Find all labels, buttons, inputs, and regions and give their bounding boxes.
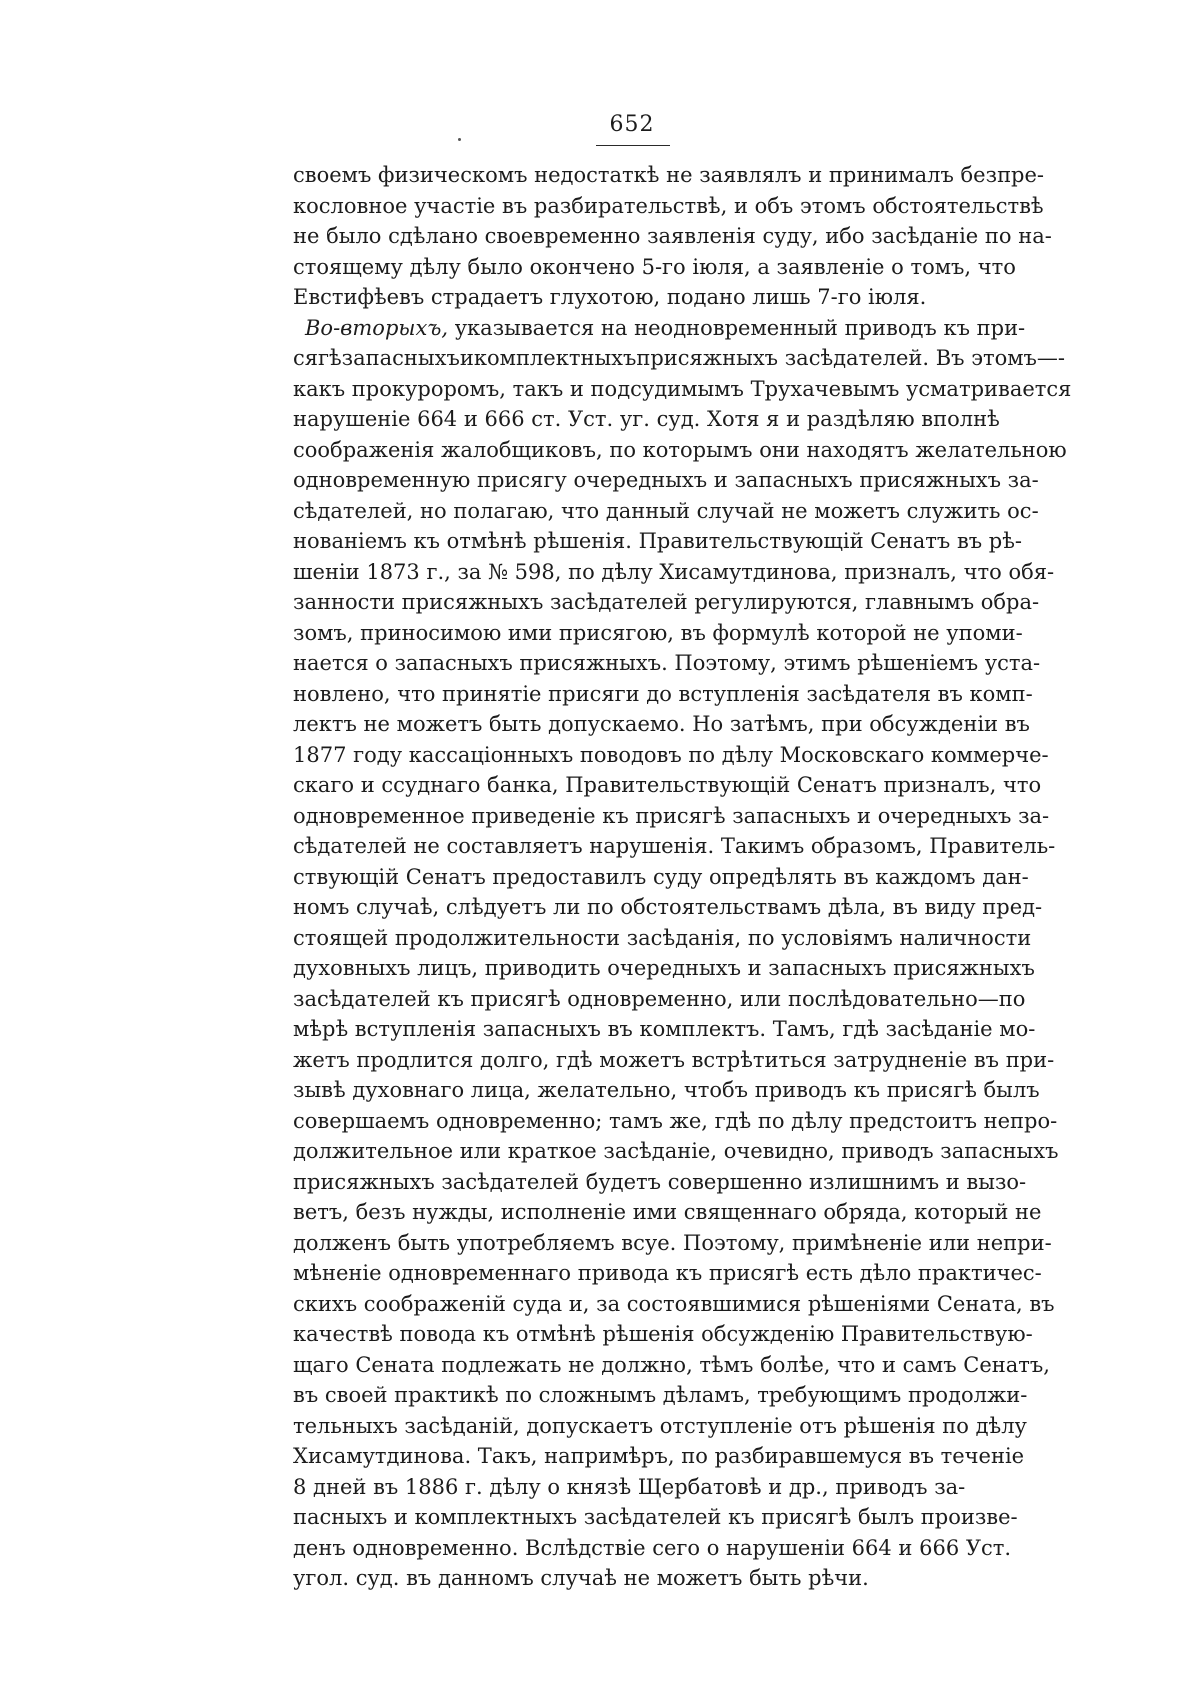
text-line	[293, 1350, 1050, 1381]
text-line	[293, 831, 1056, 862]
line-text: шеніи 1873 г., за № 598, по дѣлу Хисамутдинова, призналъ, что обя-	[293, 559, 1055, 584]
line-text: занности присяжныхъ засѣдателей регулируются, главнымъ обра-	[293, 590, 1040, 614]
line-text: стоящему дѣлу было окончено 5-го іюля, а заявленіе о томъ, что	[293, 254, 1016, 279]
line-text: долженъ быть употребляемъ всуе. Поэтому, примѣненіе или непри-	[293, 1230, 1052, 1255]
line-text: указывается на неодновременный приводъ къ при-	[448, 315, 1026, 340]
line-text: зомъ, приносимою ими присягою, въ формулѣ которой не упоми-	[293, 620, 1023, 645]
line-text: должительное или краткое засѣданіе, очевидно, приводъ запасныхъ	[293, 1139, 1059, 1163]
line-text: зывѣ духовнаго лица, желательно, чтобъ приводъ къ присягѣ былъ	[293, 1078, 1040, 1102]
text-line	[293, 1533, 1012, 1564]
text-line	[293, 1136, 1059, 1167]
line-text: совершаемъ одновременно; тамъ же, гдѣ по дѣлу предстоитъ непро-	[293, 1108, 1058, 1133]
text-line	[293, 740, 1049, 771]
text-line	[293, 892, 1043, 923]
text-line	[293, 1258, 1042, 1289]
text-line	[293, 404, 1000, 435]
line-text: духовныхъ лицъ, приводить очередныхъ и запасныхъ присяжныхъ	[293, 956, 1035, 980]
text-line	[293, 1380, 1028, 1411]
text-line	[293, 618, 1023, 649]
line-text: присяжныхъ засѣдателей будетъ совершенно излишнимъ и вызо-	[293, 1169, 1027, 1194]
line-text: тельныхъ засѣданій, допускаетъ отступленіе отъ рѣшенія по дѣлу	[293, 1413, 1027, 1438]
line-text: качествѣ повода къ отмѣнѣ рѣшенія обсужденію Правительствую-	[293, 1322, 1033, 1346]
text-line	[293, 496, 1039, 527]
text-line	[293, 648, 1041, 679]
line-text: пасныхъ и комплектныхъ засѣдателей къ присягѣ былъ произве-	[293, 1505, 1018, 1529]
text-line	[293, 1228, 1052, 1259]
text-line	[293, 435, 1067, 466]
line-text: денъ одновременно. Вслѣдствіе сего о нарушеніи 664 и 666 Уст.	[293, 1535, 1012, 1560]
text-line	[293, 1075, 1040, 1106]
text-line	[293, 557, 1055, 588]
line-text: одновременное приведеніе къ присягѣ запасныхъ и очередныхъ за-	[293, 803, 1050, 828]
text-line	[293, 770, 1042, 801]
text-line	[293, 1441, 1025, 1472]
text-line	[293, 984, 1026, 1015]
text-line	[293, 1045, 1055, 1076]
text-line	[293, 587, 1040, 618]
line-text: ствующій Сенатъ предоставилъ суду опредѣлять въ каждомъ дан-	[293, 864, 1029, 889]
text-line	[293, 160, 1045, 191]
line-text: новлено, что принятіе присяги до вступленія засѣдателя въ комп-	[293, 681, 1033, 706]
line-text: скаго и ссуднаго банка, Правительствующій Сенатъ призналъ, что	[293, 773, 1042, 797]
text-line	[293, 282, 955, 313]
line-text: мѣрѣ вступленія запасныхъ въ комплектъ. Тамъ, гдѣ засѣданіе мо-	[293, 1017, 1036, 1041]
line-text: скихъ соображеній суда и, за состоявшимися рѣшеніями Сената, въ	[293, 1291, 1055, 1316]
line-text: нарушеніе 664 и 666 ст. Уст. уг. суд. Хотя я и раздѣляю вполнѣ	[293, 407, 1000, 431]
italic-emphasis: Во-вторыхъ,	[305, 315, 449, 340]
line-text: жетъ продлится долго, гдѣ можетъ встрѣтиться затрудненіе въ при-	[293, 1047, 1055, 1072]
line-text: въ своей практикѣ по сложнымъ дѣламъ, требующимъ продолжи-	[293, 1383, 1028, 1407]
text-line	[293, 1014, 1036, 1045]
page-number: 652	[609, 112, 655, 137]
text-line	[293, 1563, 955, 1594]
line-text: стоящей продолжительности засѣданія, по условіямъ наличности	[293, 925, 1032, 950]
line-text: одновременную присягу очередныхъ и запасныхъ присяжныхъ за-	[293, 468, 1039, 492]
line-text: сѣдателей, но полагаю, что данный случай не можетъ служить ос-	[293, 498, 1039, 523]
ink-speck	[458, 138, 461, 141]
text-line	[293, 1197, 1042, 1228]
text-line	[293, 465, 1039, 496]
text-line	[293, 923, 1032, 954]
line-text: Хисамутдинова. Такъ, напримѣръ, по разбиравшемуся въ теченіе	[293, 1444, 1025, 1468]
text-line	[293, 1472, 966, 1503]
line-text: 8 дней въ 1886 г. дѣлу о князѣ Щербатовѣ и др., приводъ за-	[293, 1474, 966, 1499]
line-text: угол. суд. въ данномъ случаѣ не можетъ быть рѣчи.	[293, 1566, 869, 1590]
text-line	[293, 709, 1030, 740]
line-text: мѣненіе одновременнаго привода къ присягѣ есть дѣло практичес-	[293, 1261, 1042, 1285]
text-line	[293, 801, 1050, 832]
line-text: засѣдателей къ присягѣ одновременно, или послѣдовательно—по	[293, 986, 1026, 1011]
text-line	[293, 313, 1026, 344]
text-line	[293, 1411, 1027, 1442]
line-text: лектъ не можетъ быть допускаемо. Но затѣмъ, при обсужденіи въ	[293, 712, 1030, 736]
line-text: своемъ физическомъ недостаткѣ не заявлялъ и принималъ безпре-	[293, 163, 1045, 187]
line-text: щаго Сената подлежать не должно, тѣмъ болѣе, что и самъ Сенатъ,	[293, 1352, 1050, 1377]
line-text: сягѣзапасныхъикомплектныхъприсяжныхъ засѣдателей. Въ этомъ—-	[293, 346, 1066, 370]
line-text: какъ прокуроромъ, такъ и подсудимымъ Трухачевымъ усматривается	[293, 376, 1072, 401]
text-line	[293, 191, 1044, 222]
text-line	[293, 526, 1023, 557]
text-line	[293, 1167, 1027, 1198]
text-line	[293, 221, 1052, 252]
line-text: ветъ, безъ нужды, исполненіе ими священнаго обряда, который не	[293, 1200, 1042, 1224]
line-text: соображенія жалобщиковъ, по которымъ они находятъ желательною	[293, 437, 1067, 462]
text-line	[293, 1106, 1058, 1137]
text-line	[293, 953, 1035, 984]
text-line	[293, 1289, 1055, 1320]
body-text	[293, 160, 1072, 1594]
text-line	[293, 1502, 1018, 1533]
page-number-rule	[596, 145, 670, 146]
line-text: не было сдѣлано своевременно заявленія суду, ибо засѣданіе по на-	[293, 224, 1052, 248]
line-text: нованіемъ къ отмѣнѣ рѣшенія. Правительствующій Сенатъ въ рѣ-	[293, 529, 1023, 553]
text-line	[293, 679, 1033, 710]
line-text: 1877 году кассаціонныхъ поводовъ по дѣлу Московскаго коммерче-	[293, 742, 1049, 767]
line-text: сѣдателей не составляетъ нарушенія. Такимъ образомъ, Правитель-	[293, 834, 1056, 858]
text-line	[293, 252, 1016, 283]
text-line	[293, 1319, 1033, 1350]
text-line	[293, 862, 1029, 893]
line-text: кословное участіе въ разбирательствѣ, и объ этомъ обстоятельствѣ	[293, 193, 1044, 218]
text-line	[293, 374, 1072, 405]
line-text: номъ случаѣ, слѣдуетъ ли по обстоятельствамъ дѣла, въ виду пред-	[293, 895, 1043, 919]
text-line	[293, 343, 1066, 374]
line-text: Евстифѣевъ страдаетъ глухотою, подано лишь 7-го іюля.	[293, 285, 927, 309]
line-text: нается о запасныхъ присяжныхъ. Поэтому, этимъ рѣшеніемъ уста-	[293, 651, 1041, 675]
